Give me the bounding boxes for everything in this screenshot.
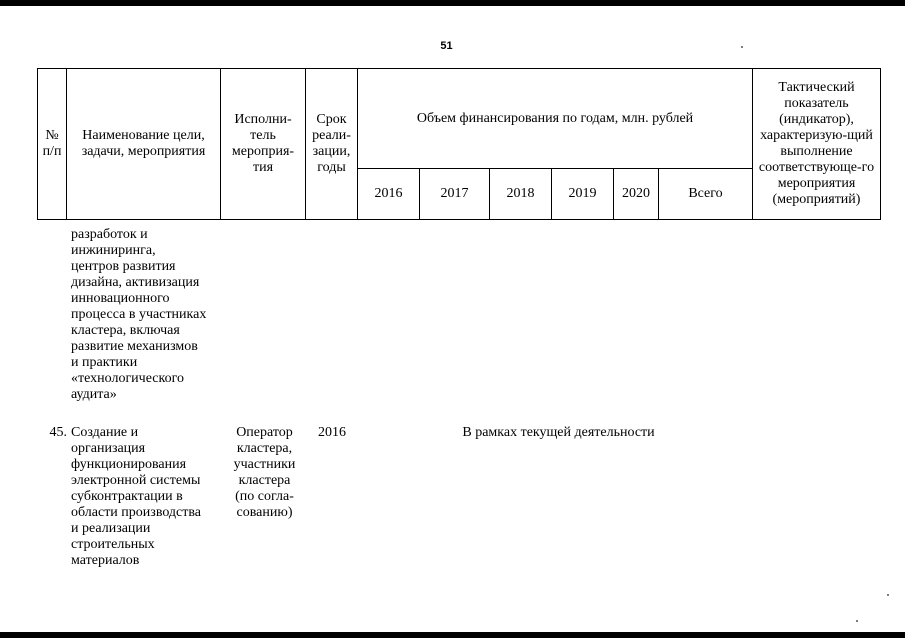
row-45-name: Создание и организация функционирования электронной системы субконтрактации в области производства и реализации строительных материалов: [71, 425, 202, 568]
page-number: 51: [440, 40, 453, 52]
header-num: № п/п: [38, 69, 67, 220]
header-year-2018: 2018: [490, 169, 552, 220]
bottom-border-rule: [0, 632, 905, 638]
header-year-2019: 2019: [552, 169, 614, 220]
scan-speck: [741, 46, 743, 48]
header-year-2017: 2017: [420, 169, 490, 220]
header-name: Наименование цели, задачи, мероприятия: [67, 69, 221, 220]
row-45-executor: Оператор кластера, участники кластера (по согла- сованию): [233, 425, 296, 520]
header-funding: Объем финансирования по годам, млн. рублей: [358, 69, 753, 169]
row-45-funding: В рамках текущей деятельности: [462, 425, 655, 440]
table-header: [37, 68, 881, 220]
header-indicator: Тактический показатель (индикатор), характеризую-щий выполнение соответствующе-го мероприятия (мероприятий): [753, 69, 881, 220]
scan-speck: [887, 594, 889, 596]
header-year-2016: 2016: [358, 169, 420, 220]
header-executor: Исполни-тель мероприя-тия: [221, 69, 306, 220]
header-year-2020: 2020: [614, 169, 659, 220]
scan-speck: [856, 620, 858, 622]
header-term: Срок реали-зации, годы: [306, 69, 358, 220]
continued-row-name: разработок и инжиниринга, центров развития дизайна, активизация инновационного процесса в участниках кластера, включая развитие механизмов и практики «технологического аудита»: [71, 227, 207, 402]
row-45-num: 45.: [49, 425, 67, 440]
header-total: Всего: [659, 169, 753, 220]
top-border-rule: [0, 0, 905, 6]
row-45-term: 2016: [318, 425, 346, 440]
